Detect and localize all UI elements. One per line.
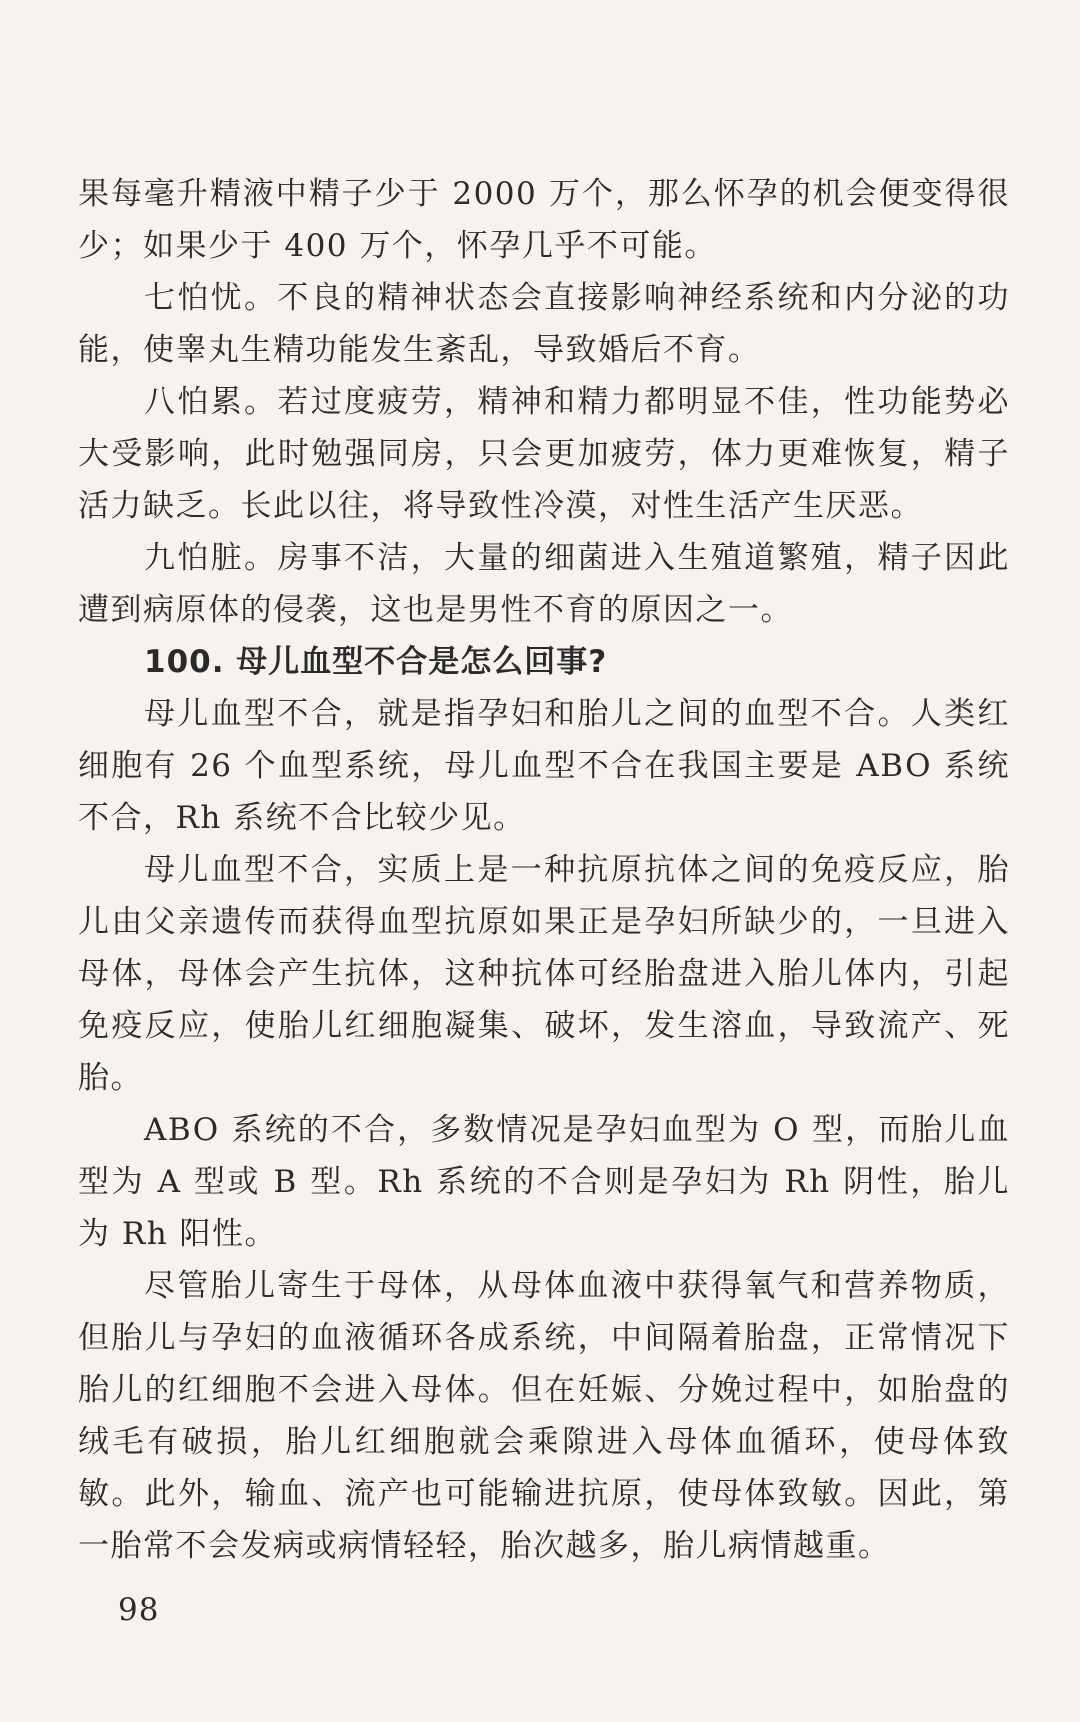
paragraph: 尽管胎儿寄生于母体，从母体血液中获得氧气和营养物质，但胎儿与孕妇的血液循环各成系统，中间隔着胎盘，正常情况下胎儿的红细胞不会进入母体。但在妊娠、分娩过程中，如胎盘的绒毛有破损，胎儿红细胞就会乘隙进入母体血循环，使母体致敏。此外，输血、流产也可能输进抗原，使母体致敏。因此，第一胎常不会发病或病情轻轻，胎次越多，胎儿病情越重。 bbox=[78, 1268, 1010, 1564]
paragraph: 母儿血型不合，实质上是一种抗原抗体之间的免疫反应，胎儿由父亲遗传而获得血型抗原如果正是孕妇所缺少的，一旦进入母体，母体会产生抗体，这种抗体可经胎盘进入胎儿体内，引起免疫反应，使胎儿红细胞凝集、破坏，发生溶血，导致流产、死胎。 bbox=[78, 852, 1010, 1096]
body-text bbox=[78, 168, 1010, 1572]
paragraph: 母儿血型不合，就是指孕妇和胎儿之间的血型不合。人类红细胞有 26 个血型系统，母儿血型不合在我国主要是 ABO 系统不合，Rh 系统不合比较少见。 bbox=[78, 696, 1010, 836]
page-number: 98 bbox=[118, 1592, 160, 1628]
paragraph: 八怕累。若过度疲劳，精神和精力都明显不佳，性功能势必大受影响，此时勉强同房，只会更加疲劳，体力更难恢复，精子活力缺乏。长此以往，将导致性冷漠，对性生活产生厌恶。 bbox=[78, 384, 1010, 524]
paragraph: 九怕脏。房事不洁，大量的细菌进入生殖道繁殖，精子因此遭到病原体的侵袭，这也是男性不育的原因之一。 bbox=[78, 540, 1010, 628]
section-heading: 100. 母儿血型不合是怎么回事? bbox=[144, 644, 608, 680]
paragraph: ABO 系统的不合，多数情况是孕妇血型为 O 型，而胎儿血型为 A 型或 B 型。Rh 系统的不合则是孕妇为 Rh 阴性，胎儿为 Rh 阳性。 bbox=[78, 1112, 1010, 1252]
paragraph: 果每毫升精液中精子少于 2000 万个，那么怀孕的机会便变得很少；如果少于 400 万个，怀孕几乎不可能。 bbox=[78, 176, 1010, 264]
paragraph: 七怕忧。不良的精神状态会直接影响神经系统和内分泌的功能，使睾丸生精功能发生紊乱，导致婚后不育。 bbox=[78, 280, 1010, 368]
